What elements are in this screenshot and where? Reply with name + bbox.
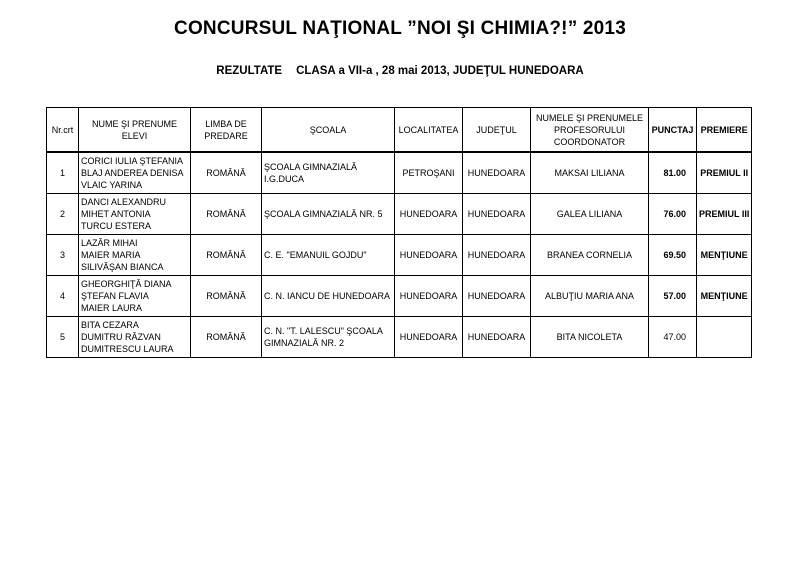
cell-score: 47.00 bbox=[649, 317, 697, 358]
cell-school: C. E. "EMANUIL GOJDU" bbox=[262, 235, 395, 276]
header-score: PUNCTAJ bbox=[649, 108, 697, 153]
cell-county: HUNEDOARA bbox=[463, 317, 531, 358]
cell-teacher: ALBUŢIU MARIA ANA bbox=[531, 276, 649, 317]
student-name: MIHET ANTONIA bbox=[81, 209, 151, 219]
header-school: ŞCOALA bbox=[262, 108, 395, 153]
cell-prize: PREMIUL II bbox=[697, 152, 752, 194]
cell-county: HUNEDOARA bbox=[463, 235, 531, 276]
header-locality: LOCALITATEA bbox=[395, 108, 463, 153]
header-students: NUME ŞI PRENUME ELEVI bbox=[79, 108, 191, 153]
cell-students bbox=[79, 276, 191, 317]
student-name: TURCU ESTERA bbox=[81, 221, 152, 231]
student-name: GHEORGHIŢĂ DIANA bbox=[81, 279, 172, 289]
table-row bbox=[47, 235, 752, 276]
cell-teacher: BITA NICOLETA bbox=[531, 317, 649, 358]
cell-students bbox=[79, 194, 191, 235]
cell-nr: 1 bbox=[47, 152, 79, 194]
student-name: DUMITRU RĂZVAN bbox=[81, 332, 161, 342]
document-subtitle bbox=[0, 65, 800, 77]
subtitle-results-label: REZULTATE bbox=[216, 65, 283, 77]
cell-locality: PETROŞANI bbox=[395, 152, 463, 194]
student-name: BITA CEZARA bbox=[81, 320, 139, 330]
cell-locality: HUNEDOARA bbox=[395, 194, 463, 235]
cell-county: HUNEDOARA bbox=[463, 194, 531, 235]
cell-nr: 5 bbox=[47, 317, 79, 358]
cell-score: 57.00 bbox=[649, 276, 697, 317]
cell-students bbox=[79, 152, 191, 194]
subtitle-class-date-county: CLASA a VII-a , 28 mai 2013, JUDEŢUL HUNEDOARA bbox=[296, 65, 584, 77]
student-name: SILIVĂŞAN BIANCA bbox=[81, 262, 164, 272]
cell-nr: 3 bbox=[47, 235, 79, 276]
header-county: JUDEŢUL bbox=[463, 108, 531, 153]
cell-language: ROMÂNĂ bbox=[191, 276, 262, 317]
cell-language: ROMÂNĂ bbox=[191, 152, 262, 194]
cell-teacher: MAKSAI LILIANA bbox=[531, 152, 649, 194]
student-name: MAIER LAURA bbox=[81, 303, 143, 313]
student-name: DUMITRESCU LAURA bbox=[81, 344, 174, 354]
cell-score: 81.00 bbox=[649, 152, 697, 194]
header-nr: Nr.crt bbox=[47, 108, 79, 153]
cell-locality: HUNEDOARA bbox=[395, 317, 463, 358]
header-prize: PREMIERE bbox=[697, 108, 752, 153]
cell-school: ŞCOALA GIMNAZIALĂ I.G.DUCA bbox=[262, 152, 395, 194]
cell-school: C. N. "T. LALESCU" ŞCOALA GIMNAZIALĂ NR. 2 bbox=[262, 317, 395, 358]
cell-locality: HUNEDOARA bbox=[395, 276, 463, 317]
student-name: VLAIC YARINA bbox=[81, 180, 143, 190]
cell-teacher: GALEA LILIANA bbox=[531, 194, 649, 235]
document-title: CONCURSUL NAŢIONAL ”NOI ŞI CHIMIA?!” 2013 bbox=[174, 18, 626, 39]
cell-teacher: BRANEA CORNELIA bbox=[531, 235, 649, 276]
cell-prize bbox=[697, 317, 752, 358]
cell-language: ROMÂNĂ bbox=[191, 317, 262, 358]
cell-students bbox=[79, 235, 191, 276]
student-name: CORICI IULIA ŞTEFANIA bbox=[81, 156, 184, 166]
cell-school: C. N. IANCU DE HUNEDOARA bbox=[262, 276, 395, 317]
cell-locality: HUNEDOARA bbox=[395, 235, 463, 276]
cell-prize: PREMIUL III bbox=[697, 194, 752, 235]
cell-nr: 4 bbox=[47, 276, 79, 317]
table-body bbox=[47, 152, 752, 358]
cell-nr: 2 bbox=[47, 194, 79, 235]
student-name: BLAJ ANDEREA DENISA bbox=[81, 168, 184, 178]
cell-county: HUNEDOARA bbox=[463, 276, 531, 317]
student-name: ŞTEFAN FLAVIA bbox=[81, 291, 149, 301]
cell-score: 76.00 bbox=[649, 194, 697, 235]
header-language: LIMBA DE PREDARE bbox=[191, 108, 262, 153]
student-name: DANCI ALEXANDRU bbox=[81, 197, 167, 207]
cell-prize: MENŢIUNE bbox=[697, 235, 752, 276]
cell-language: ROMÂNĂ bbox=[191, 235, 262, 276]
cell-county: HUNEDOARA bbox=[463, 152, 531, 194]
cell-score: 69.50 bbox=[649, 235, 697, 276]
header-teacher: NUMELE ŞI PRENUMELE PROFESORULUI COORDONATOR bbox=[531, 108, 649, 153]
table-row bbox=[47, 152, 752, 194]
table-row bbox=[47, 194, 752, 235]
cell-language: ROMÂNĂ bbox=[191, 194, 262, 235]
table-row bbox=[47, 317, 752, 358]
cell-prize: MENŢIUNE bbox=[697, 276, 752, 317]
cell-students bbox=[79, 317, 191, 358]
cell-school: ŞCOALA GIMNAZIALĂ NR. 5 bbox=[262, 194, 395, 235]
table-header-row bbox=[47, 108, 752, 153]
student-name: MAIER MARIA bbox=[81, 250, 141, 260]
table-row bbox=[47, 276, 752, 317]
student-name: LAZĂR MIHAI bbox=[81, 238, 138, 248]
results-table bbox=[46, 107, 752, 358]
